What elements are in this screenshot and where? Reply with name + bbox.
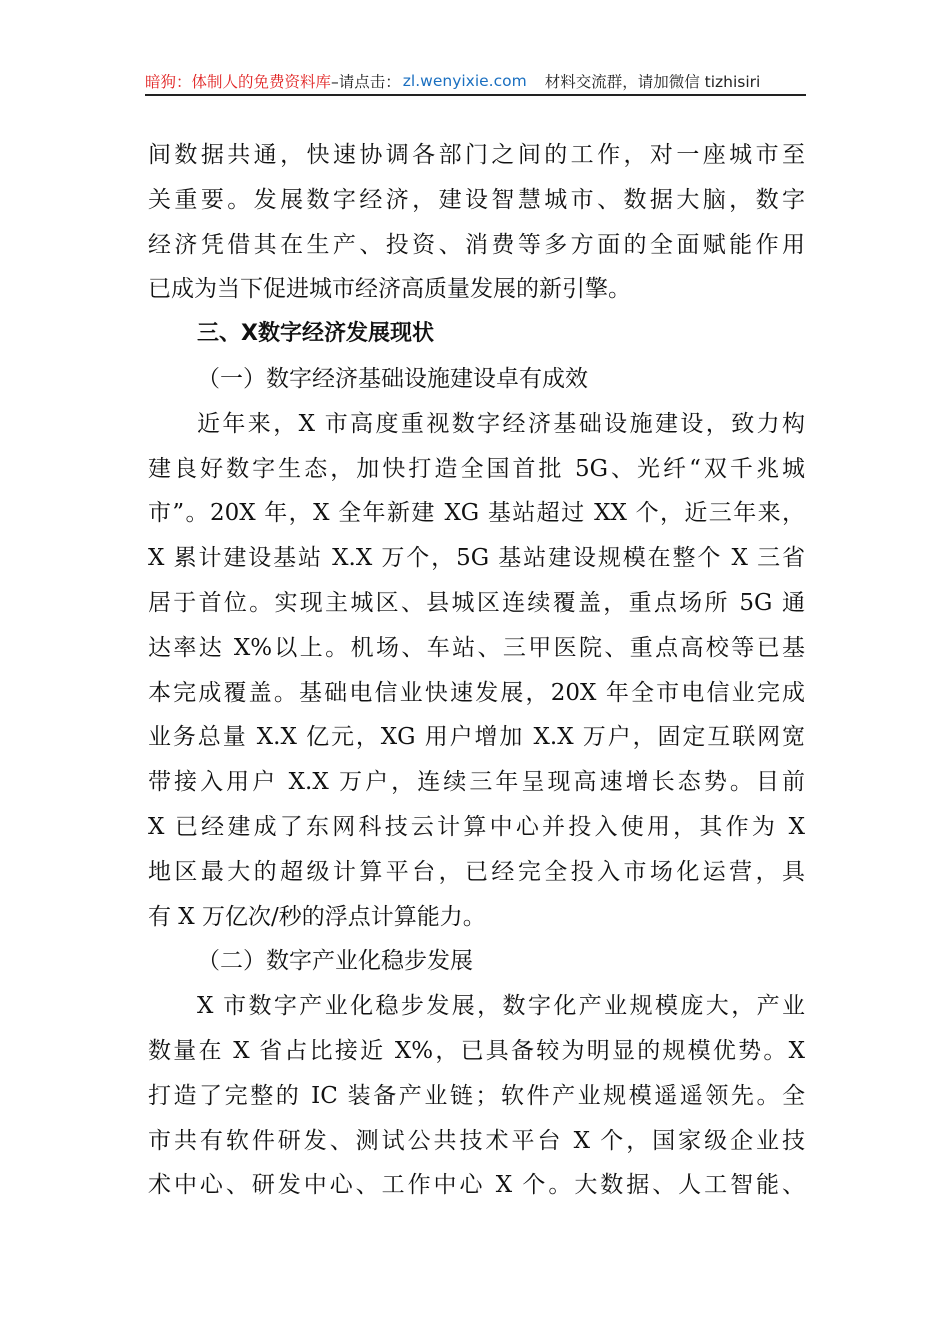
text-line: 间数据共通，快速协调各部门之间的工作，对一座城市至: [148, 142, 805, 168]
text-line: 关重要。发展数字经济，建设智慧城市、数据大脑，数字: [148, 186, 805, 213]
text-line: 业务总量 X.X 亿元，XG 用户增加 X.X 万户，固定互联网宽: [148, 724, 805, 751]
text-line: 术中心、研发中心、工作中心 X 个。大数据、人工智能、: [148, 1172, 805, 1199]
text-line: X 市数字产业化稳步发展，数字化产业规模庞大，产业: [197, 993, 805, 1020]
text-line: 建良好数字生态，加快打造全国首批 5G、光纤“双千兆城: [148, 455, 805, 482]
site-link[interactable]: zl.wenyixie.com: [402, 72, 527, 90]
text-line: X 已经建成了东网科技云计算中心并投入使用，其作为 X: [148, 813, 805, 840]
site-name: 暗狗：体制人的免费资料库: [145, 73, 332, 91]
header-divider: [145, 94, 806, 96]
text-line: 已成为当下促进城市经济高质量发展的新引擎。: [148, 276, 631, 303]
text-line: 地区最大的超级计算平台，已经完全投入市场化运营，具: [148, 858, 805, 885]
text-line: X 累计建设基站 X.X 万个，5G 基站建设规模在整个 X 三省: [148, 545, 805, 572]
text-line: 居于首位。实现主城区、县城区连续覆盖，重点场所 5G 通: [148, 589, 805, 616]
text-line: 近年来，X 市高度重视数字经济基础设施建设，致力构: [197, 410, 805, 437]
text-line: 市”。20X 年，X 全年新建 XG 基站超过 XX 个，近三年来，: [148, 500, 805, 527]
text-line: 市共有软件研发、测试公共技术平台 X 个，国家级企业技: [148, 1127, 805, 1154]
text-line: 有 X 万亿次/秒的浮点计算能力。: [148, 903, 486, 930]
text-line: 经济凭借其在生产、投资、消费等多方面的全面赋能作用: [148, 231, 805, 258]
group-note: 材料交流群，请加微信 tizhisiri: [544, 73, 761, 91]
text-line: 数量在 X 省占比接近 X%，已具备较为明显的规模优势。X: [148, 1037, 805, 1064]
click-prompt: –请点击：: [331, 73, 401, 91]
text-line: 带接入用户 X.X 万户，连续三年呈现高速增长态势。目前: [148, 769, 805, 796]
subsection-heading: （一）数字经济基础设施建设卓有成效: [197, 365, 588, 392]
text-line: 本完成覆盖。基础电信业快速发展，20X 年全市电信业完成: [148, 679, 805, 706]
text-line: 打造了完整的 IC 装备产业链；软件产业规模遥遥领先。全: [148, 1082, 805, 1109]
section-heading: 三、X数字经济发展现状: [197, 321, 434, 347]
subsection-heading: （二）数字产业化稳步发展: [197, 948, 473, 975]
document-body: [148, 133, 805, 1208]
page-header: [145, 70, 805, 92]
text-line: 达率达 X%以上。机场、车站、三甲医院、重点高校等已基: [148, 634, 805, 661]
